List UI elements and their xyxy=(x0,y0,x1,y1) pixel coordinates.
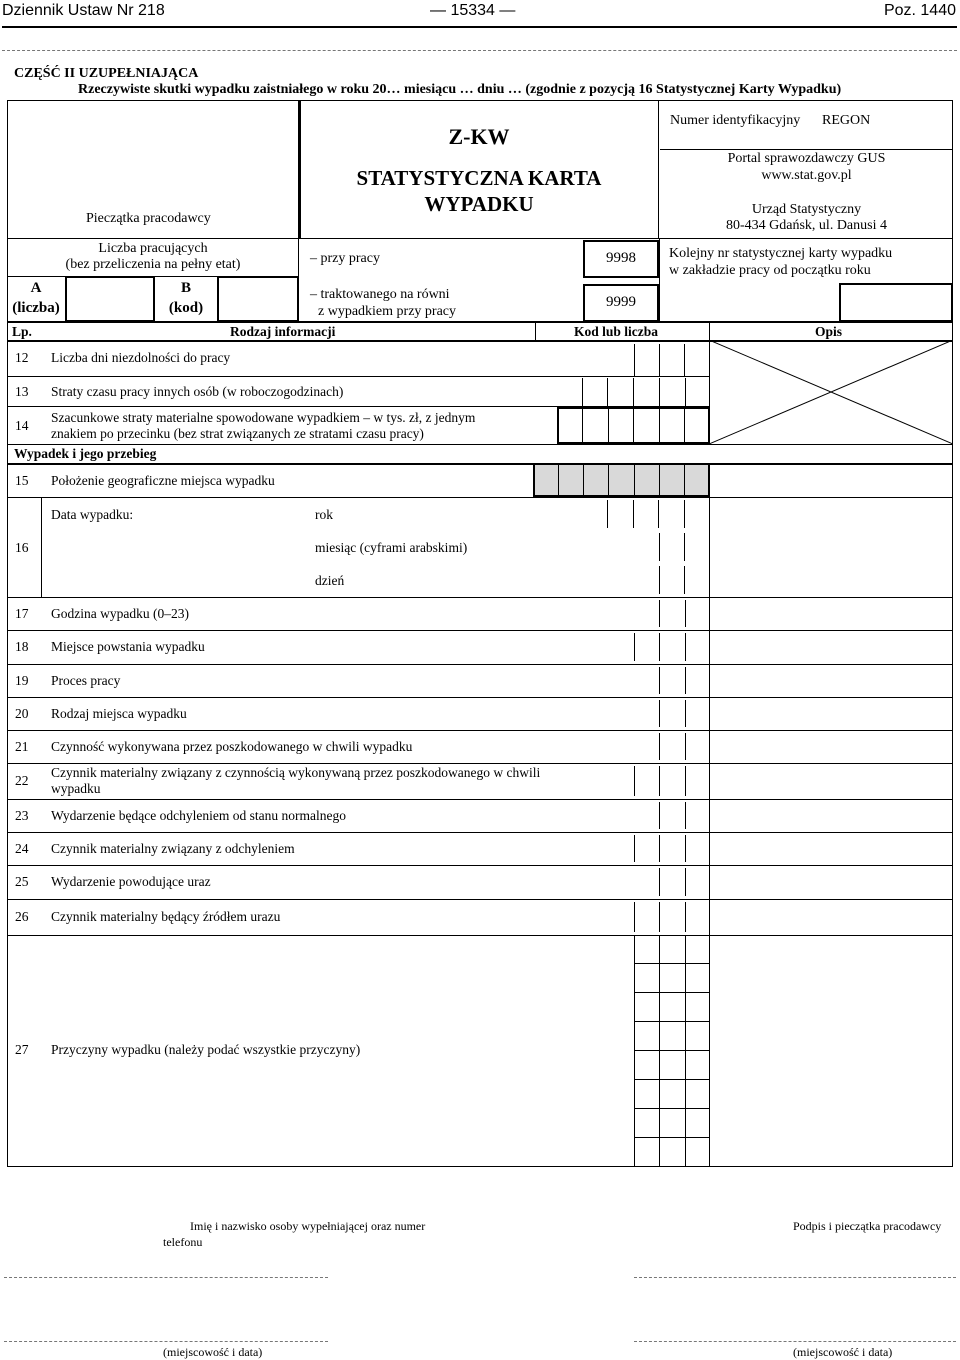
code-field[interactable] xyxy=(582,378,710,406)
row-label: Czynność wykonywana przez poszkodowanego w chwili wypadku xyxy=(51,738,413,754)
at-work-code: 9998 xyxy=(606,250,636,266)
cause-code-row[interactable] xyxy=(634,935,710,964)
page-number: — 15334 — xyxy=(430,2,516,19)
code-field[interactable] xyxy=(634,902,711,932)
sequence-number-field[interactable] xyxy=(839,283,953,322)
col-header-lp: Lp. xyxy=(12,324,32,339)
row-lp: 20 xyxy=(15,705,29,721)
divider xyxy=(658,100,659,238)
row-lp: 17 xyxy=(15,605,29,621)
row-lp: 21 xyxy=(15,738,29,754)
divider xyxy=(7,899,953,900)
row-lp: 15 xyxy=(15,473,29,488)
header-dashed-rule xyxy=(2,50,957,51)
row-lp: 13 xyxy=(15,384,29,399)
code-field[interactable] xyxy=(659,868,710,896)
accident-causes-field[interactable] xyxy=(634,935,710,1167)
code-field[interactable] xyxy=(659,700,710,727)
material-loss-digits xyxy=(557,407,710,444)
row-label-continued: znakiem po przecinku (bez strat związanych ze stratami czasu pracy) xyxy=(51,426,424,441)
place-date-line-right[interactable] xyxy=(634,1341,956,1342)
divider xyxy=(7,697,953,698)
row-lp: 16 xyxy=(15,540,29,555)
year-field[interactable] xyxy=(607,500,710,528)
employees-count-field[interactable] xyxy=(65,276,155,322)
code-field[interactable] xyxy=(634,835,711,862)
divider xyxy=(7,463,953,465)
treated-as-work-sublabel: z wypadkiem przy pracy xyxy=(318,304,456,319)
date-label: Data wypadku: xyxy=(51,507,134,522)
day-label: dzień xyxy=(315,573,345,588)
form-title-line1: STATYSTYCZNA KARTA xyxy=(356,166,602,190)
row-label: Przyczyny wypadku (należy podać wszystkie przyczyny) xyxy=(51,1042,361,1057)
employees-code-field[interactable] xyxy=(217,276,299,322)
divider xyxy=(7,630,953,631)
row-lp: 26 xyxy=(15,909,29,924)
gazette-name: Dziennik Ustaw Nr 218 xyxy=(2,2,165,19)
b-label: B xyxy=(180,280,191,296)
divider xyxy=(7,497,953,498)
month-field[interactable] xyxy=(659,533,710,561)
position-number: Poz. 1440 xyxy=(883,2,956,19)
cause-code-row[interactable] xyxy=(634,964,710,993)
divider xyxy=(41,497,42,597)
code-field[interactable] xyxy=(634,633,711,661)
sequence-number-label: Kolejny nr statystycznej karty wypadku xyxy=(669,246,893,261)
employees-label: Liczba pracujących xyxy=(98,241,208,256)
sequence-number-sublabel: w zakładzie pracy od początku roku xyxy=(669,263,871,278)
cause-code-row[interactable] xyxy=(634,1022,710,1051)
code-field[interactable] xyxy=(659,667,710,694)
row-lp: 18 xyxy=(15,639,29,654)
year-label: rok xyxy=(315,507,333,522)
a-label: A xyxy=(30,280,42,296)
employer-stamp-label: Pieczątka pracodawcy xyxy=(86,211,211,226)
form-title-line2: WYPADKU xyxy=(424,192,534,216)
office-name: Urząd Statystyczny xyxy=(751,202,862,217)
row-lp: 12 xyxy=(15,350,29,365)
header-rule xyxy=(2,26,957,28)
code-field[interactable] xyxy=(659,733,710,760)
part-subtitle: Rzeczywiste skutki wypadku zaistniałego w roku 20… miesiącu … dniu … (zgodnie z pozycją 16 Statystycznej Karty Wypadku) xyxy=(78,82,842,97)
row-label: Proces pracy xyxy=(51,672,121,688)
row-label: Czynnik materialny będący źródłem urazu xyxy=(51,909,281,924)
divider xyxy=(535,322,536,340)
divider xyxy=(7,730,953,731)
divider xyxy=(7,664,953,665)
row-lp: 14 xyxy=(15,418,29,433)
cause-code-row[interactable] xyxy=(634,1080,710,1109)
place-date-line-left[interactable] xyxy=(4,1341,328,1342)
signature-line-left[interactable] xyxy=(4,1277,328,1278)
row-label: Wydarzenie powodujące uraz xyxy=(51,874,211,889)
divider xyxy=(7,597,953,598)
row-label: Liczba dni niezdolności do pracy xyxy=(51,350,231,365)
divider xyxy=(709,322,710,340)
row-label: Rodzaj miejsca wypadku xyxy=(51,705,187,721)
day-field[interactable] xyxy=(659,566,710,594)
divider xyxy=(298,238,299,322)
treated-code: 9999 xyxy=(606,294,636,310)
divider xyxy=(659,238,660,322)
office-address: 80-434 Gdańsk, ul. Danusi 4 xyxy=(726,218,887,233)
row-lp: 24 xyxy=(15,840,29,856)
employees-sublabel: (bez przeliczenia na pełny etat) xyxy=(65,257,241,272)
divider xyxy=(7,832,953,833)
not-applicable-cross xyxy=(709,340,953,444)
at-work-label: – przy pracy xyxy=(310,251,380,266)
row-lp: 22 xyxy=(15,773,29,788)
code-field[interactable] xyxy=(634,766,711,796)
code-field[interactable] xyxy=(634,344,710,376)
row-lp: 23 xyxy=(15,807,29,823)
portal-name: Portal sprawozdawczy GUS xyxy=(727,151,886,166)
row-label: Miejsce powstania wypadku xyxy=(51,639,205,654)
signature-line-right[interactable] xyxy=(634,1277,956,1278)
b-sublabel: (kod) xyxy=(168,300,204,316)
row-label: Wydarzenie będące odchyleniem od stanu normalnego xyxy=(51,807,346,823)
row-label: Straty czasu pracy innych osób (w roboczogodzinach) xyxy=(51,384,344,399)
row-lp: 25 xyxy=(15,874,29,889)
row-label: Czynnik materialny związany z odchyleniem xyxy=(51,840,295,856)
treated-as-work-label: – traktowanego na równi xyxy=(310,287,450,302)
divider xyxy=(7,799,953,800)
form-code: Z-KW xyxy=(448,124,510,149)
row-label: Godzina wypadku (0–23) xyxy=(51,605,189,621)
row-label: Położenie geograficzne miejsca wypadku xyxy=(51,473,275,488)
divider xyxy=(7,935,953,936)
cause-code-row[interactable] xyxy=(634,993,710,1022)
row-lp: 19 xyxy=(15,672,29,688)
a-sublabel: (liczba) xyxy=(12,300,60,316)
row-label: Szacunkowe straty materialne spowodowane wypadkiem – w tys. zł, z jednym xyxy=(51,410,476,425)
geo-location-digits xyxy=(533,463,710,497)
col-header-info: Rodzaj informacji xyxy=(230,324,336,339)
month-label: miesiąc (cyframi arabskimi) xyxy=(315,540,468,555)
id-number-label: Numer identyfikacyjny xyxy=(670,113,801,128)
cause-code-row[interactable] xyxy=(634,1138,710,1167)
row-lp: 27 xyxy=(15,1042,29,1057)
divider xyxy=(7,376,709,377)
row-label-continued: wypadku xyxy=(51,781,101,796)
divider xyxy=(660,149,953,150)
part-title: CZĘŚĆ II UZUPEŁNIAJĄCA xyxy=(14,66,199,81)
divider xyxy=(7,444,953,445)
regon-label: REGON xyxy=(822,113,871,128)
divider xyxy=(7,763,953,764)
section-title: Wypadek i jego przebieg xyxy=(14,446,157,461)
cause-code-row[interactable] xyxy=(634,1051,710,1080)
code-field[interactable] xyxy=(659,802,710,829)
col-header-code: Kod lub liczba xyxy=(574,324,659,339)
col-header-desc: Opis xyxy=(815,324,843,339)
row-label: Czynnik materialny związany z czynnością wykonywaną przez poszkodowanego w chwili xyxy=(51,765,541,780)
cause-code-row[interactable] xyxy=(634,1109,710,1138)
divider xyxy=(7,238,953,239)
divider xyxy=(7,865,953,866)
code-field[interactable] xyxy=(659,600,710,627)
portal-url[interactable]: www.stat.gov.pl xyxy=(761,168,852,183)
